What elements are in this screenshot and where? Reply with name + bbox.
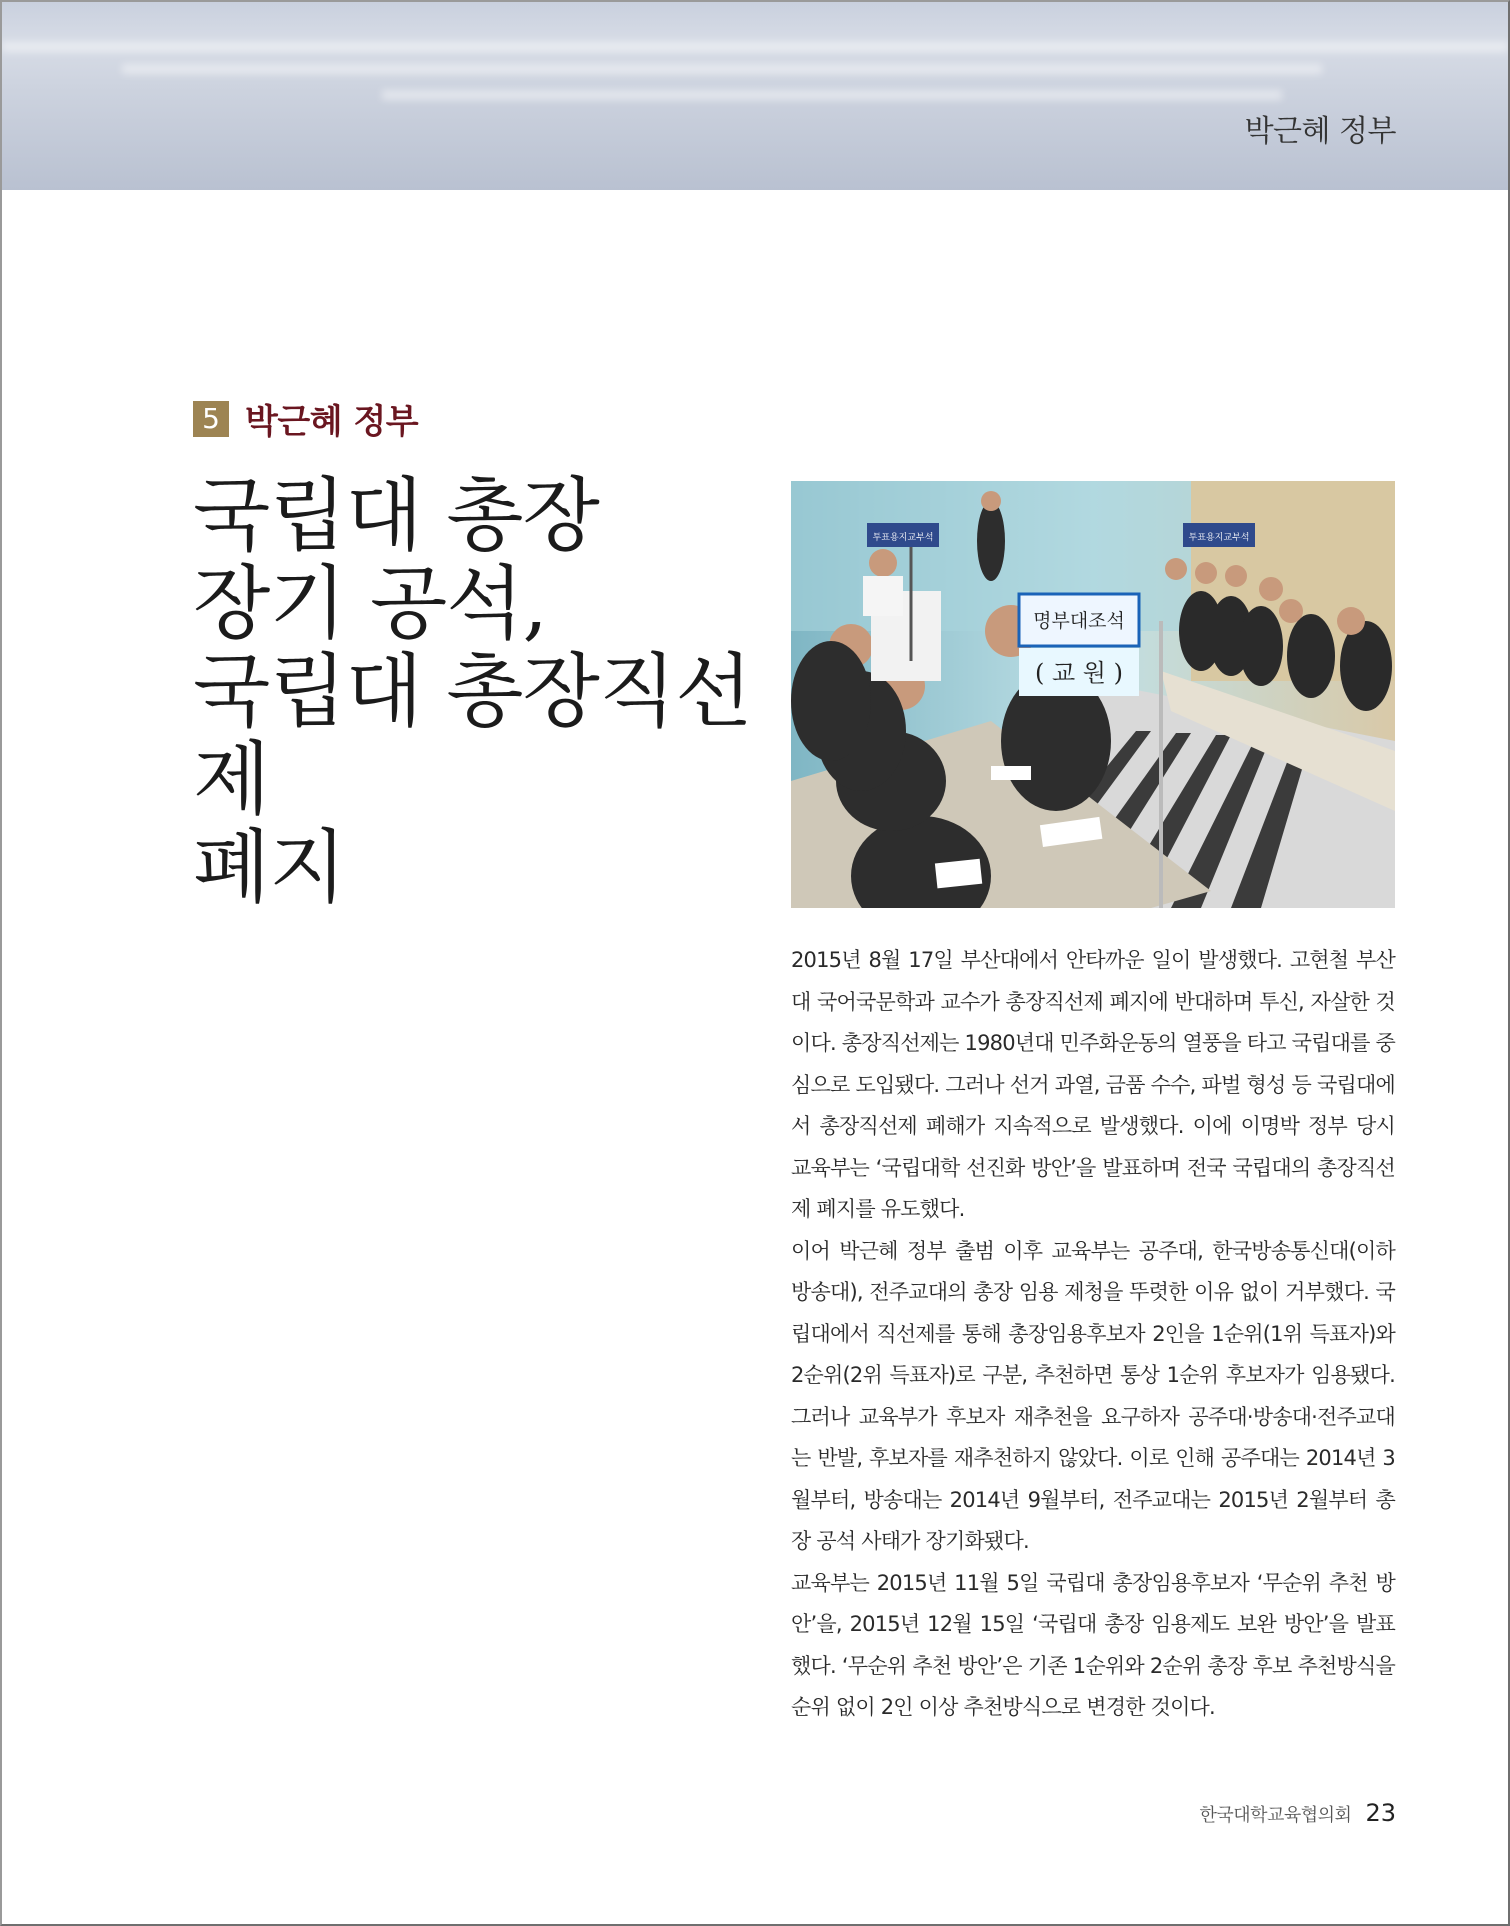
section-label xyxy=(193,394,418,443)
page-footer xyxy=(1199,1799,1396,1827)
svg-text:( 교 원 ): ( 교 원 ) xyxy=(1035,659,1123,687)
article-body xyxy=(791,940,1395,1729)
footer-publisher: 한국대학교육협의회 xyxy=(1199,1805,1352,1826)
svg-text:투표용지교부석: 투표용지교부석 xyxy=(1188,533,1250,543)
body-paragraph: 2015년 8월 17일 부산대에서 안타까운 일이 발생했다. 고현철 부산대 국어국문학과 교수가 총장직선제 폐지에 반대하며 투신, 자살한 것이다. 총장직선제는 1980년대 민주화운동의 열풍을 타고 국립대를 중심으로 도입됐다. 그러나 선거 과열, 금품 수수, 파벌 형성 등 국립대에서 총장직선제 폐해가 지속적으로 발생했다. 이에 이명박 정부 당시 교육부는 ‘국립대학 선진화 방안’을 발표하며 전국 국립대의 총장직선제 폐지를 유도했다. xyxy=(791,948,1395,1221)
svg-text:투표용지교부석: 투표용지교부석 xyxy=(872,533,934,543)
running-header-title: 박근혜 정부 xyxy=(1244,114,1396,149)
article-title-line: 국립대 총장 xyxy=(193,469,599,562)
header-band xyxy=(2,2,1508,190)
article-title-line: 장기 공석, xyxy=(193,557,547,650)
body-paragraph: 이어 박근혜 정부 출범 이후 교육부는 공주대, 한국방송통신대(이하 방송대), 전주교대의 총장 임용 제청을 뚜렷한 이유 없이 거부했다. 국립대에서 직선제를 통해 총장임용후보자 2인을 1순위(1위 득표자)와 2순위(2위 득표자)로 구분, 추천하면 통상 1순위 후보자가 임용됐다. 그러나 교육부가 후보자 재추천을 요구하자 공주대·방송대·전주교대는 반발, 후보자를 재추천하지 않았다. 이로 인해 공주대는 2014년 3월부터, 방송대는 2014년 9월부터, 전주교대는 2015년 2월부터 총장 공석 사태가 장기화됐다. xyxy=(791,1238,1395,1553)
body-paragraph: 교육부는 2015년 11월 5일 국립대 총장임용후보자 ‘무순위 추천 방안’을, 2015년 12월 15일 ‘국립대 총장 임용제도 보완 방안’을 발표했다. ‘무순위 추천 방안’은 기존 1순위와 2순위 총장 후보 추천방식을 순위 없이 2인 이상 추천방식으로 변경한 것이다. xyxy=(791,1570,1395,1719)
article-title-line: 폐지 xyxy=(193,821,346,914)
section-title: 박근혜 정부 xyxy=(245,402,419,442)
page-number: 23 xyxy=(1365,1799,1396,1827)
article-photo xyxy=(791,481,1395,908)
article-title-line: 국립대 총장직선제 xyxy=(193,645,752,826)
article-title xyxy=(193,469,793,914)
svg-text:명부대조석: 명부대조석 xyxy=(1033,610,1125,632)
section-number-badge: 5 xyxy=(193,401,229,437)
